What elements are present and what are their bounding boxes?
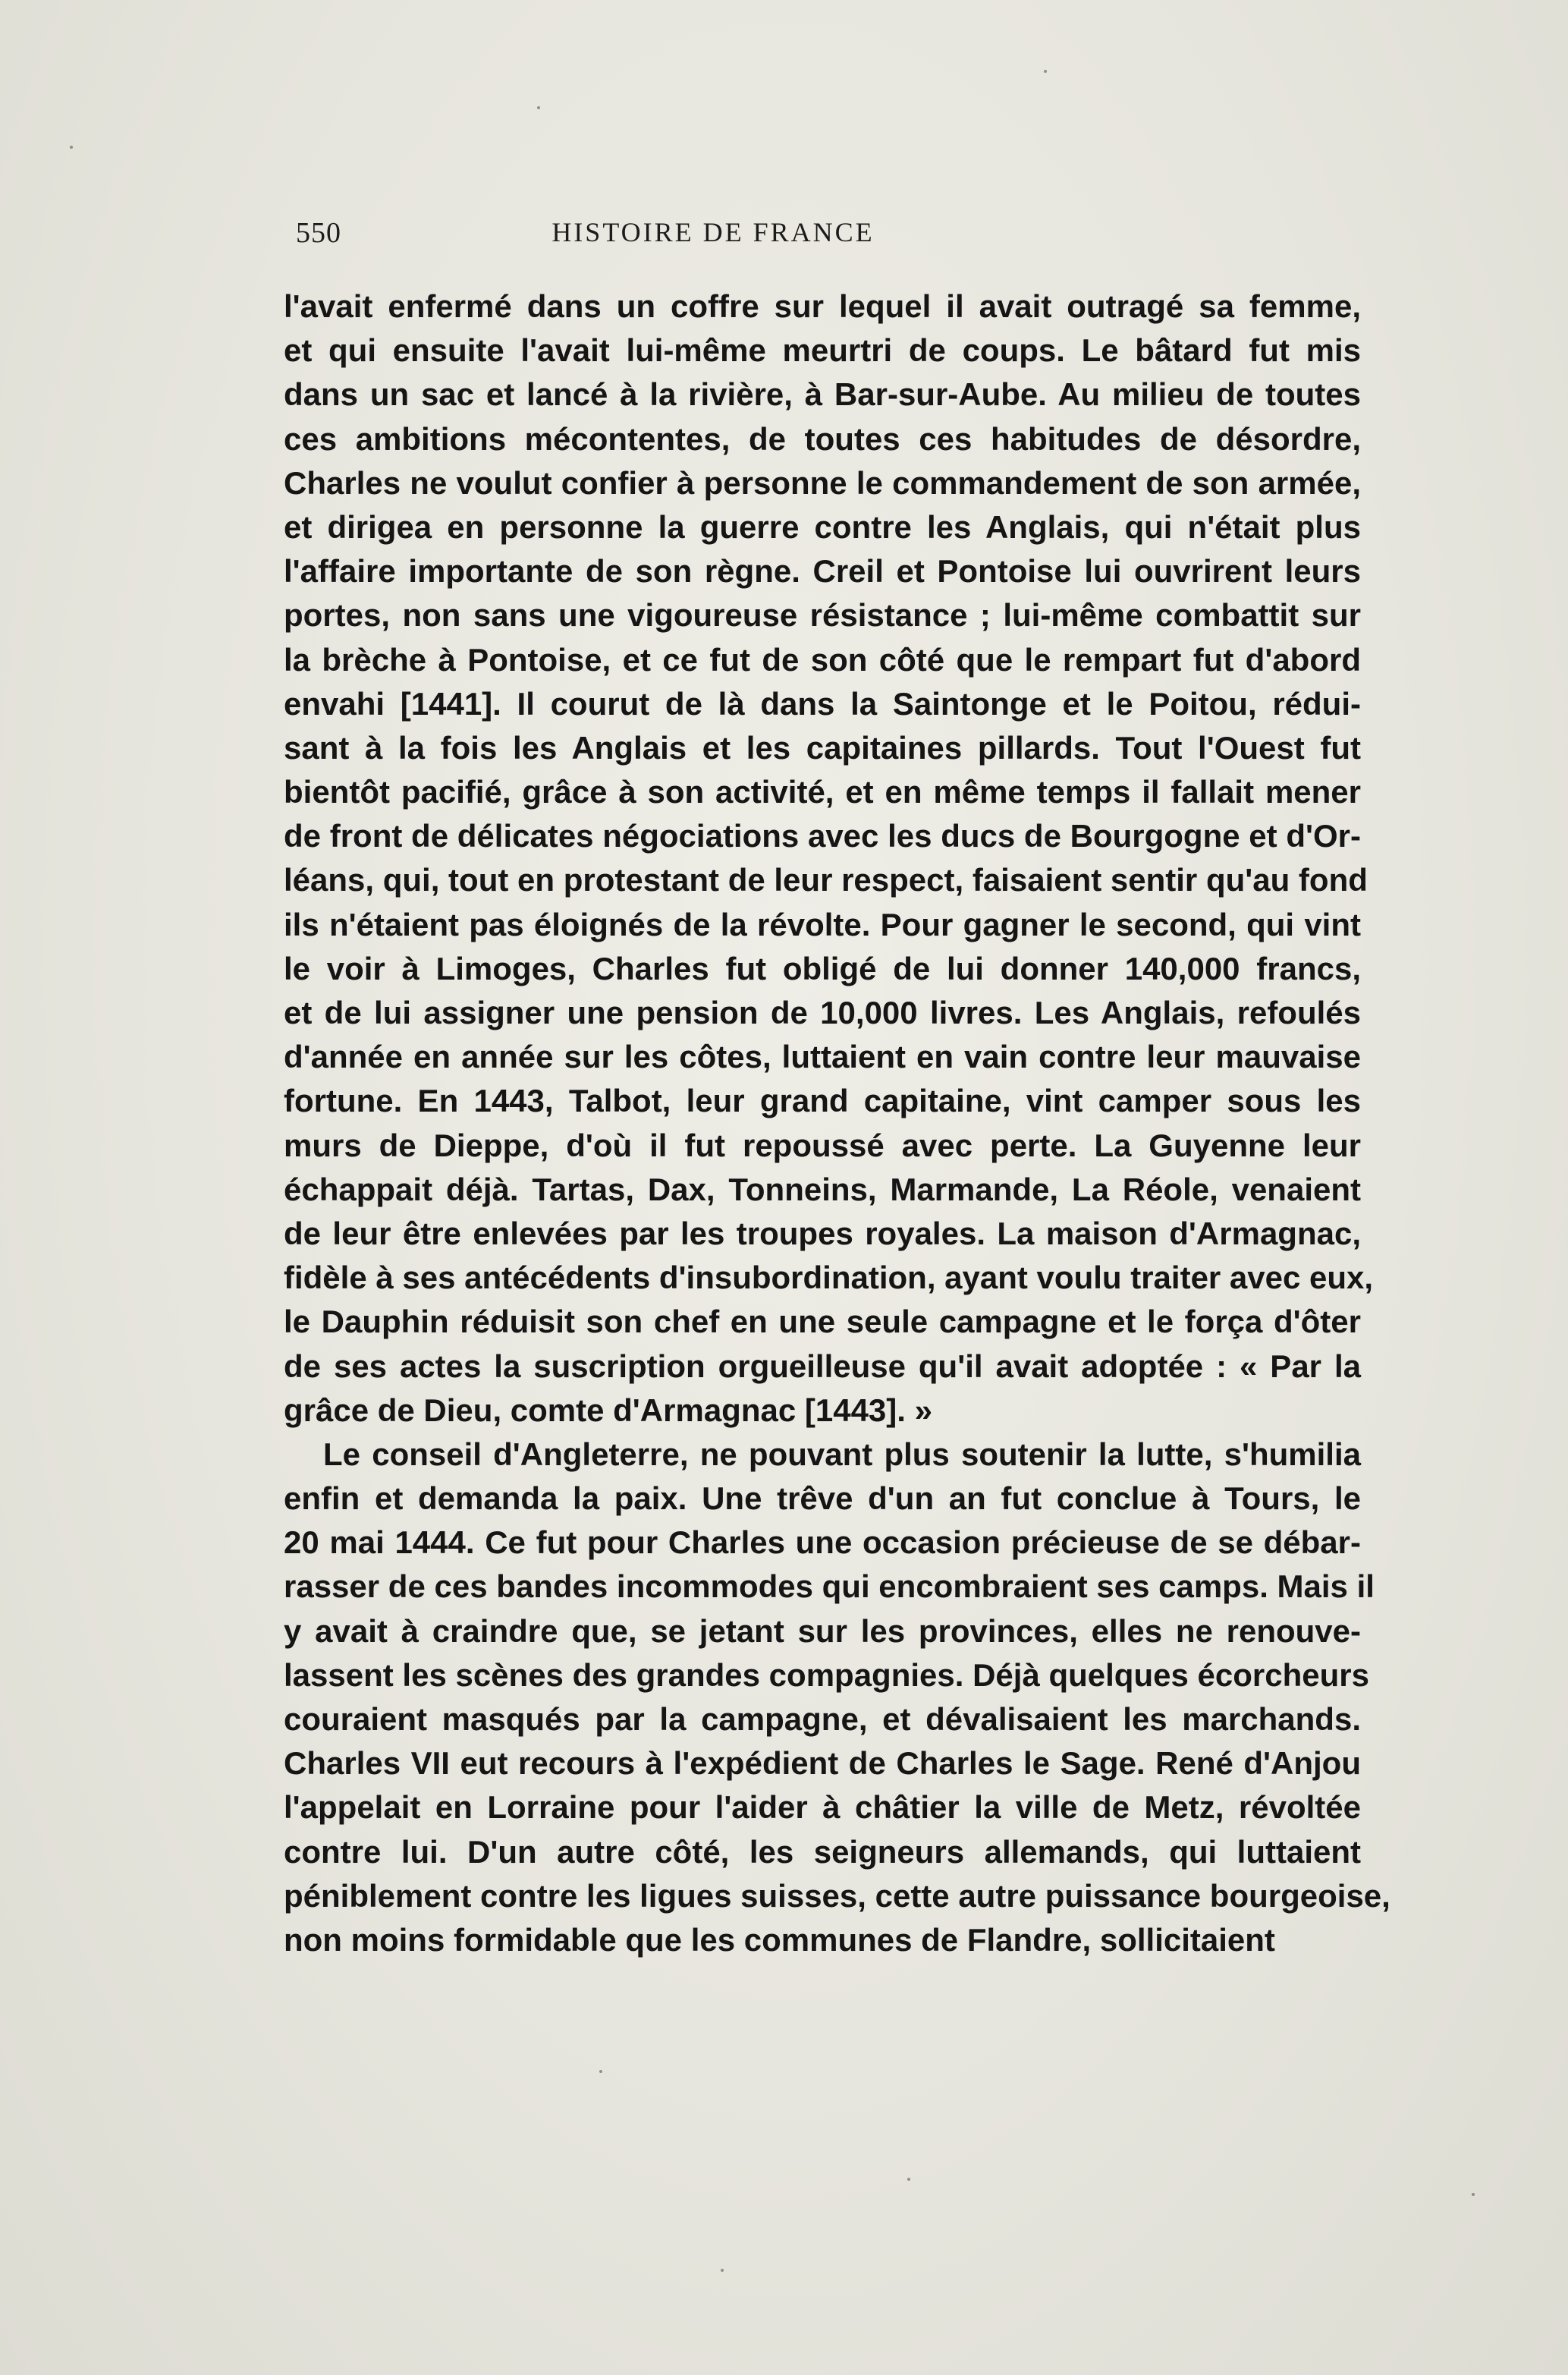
text-line: échappait déjà. Tartas, Dax, Tonneins, Marmande, La Réole, venaient bbox=[284, 1171, 1361, 1207]
text-line: la brèche à Pontoise, et ce fut de son côté que le rempart fut d'abord bbox=[284, 641, 1361, 678]
text-line: et de lui assigner une pension de 10,000 livres. Les Anglais, refoulés bbox=[284, 995, 1361, 1030]
text-line: léans, qui, tout en protestant de leur respect, faisaient sentir qu'au fond bbox=[284, 862, 1368, 898]
text-line: et dirigea en personne la guerre contre les Anglais, qui n'était plus bbox=[284, 508, 1361, 545]
text-line: le Dauphin réduisit son chef en une seule campagne et le força d'ôter bbox=[284, 1304, 1361, 1340]
text-line: bientôt pacifié, grâce à son activité, et en même temps il fallait mener bbox=[284, 774, 1361, 810]
text-line: l'appelait en Lorraine pour l'aider à châtier la ville de Metz, révoltée bbox=[284, 1789, 1361, 1826]
text-line: lassent les scènes des grandes compagnies. Déjà quelques écorcheurs bbox=[284, 1656, 1369, 1693]
text-line: sant à la fois les Anglais et les capitaines pillards. Tout l'Ouest fut bbox=[284, 729, 1361, 766]
text-line: l'affaire importante de son règne. Creil et Pontoise lui ouvrirent leurs bbox=[284, 553, 1361, 590]
text-line: portes, non sans une vigoureuse résistance ; lui-même combattit sur bbox=[284, 597, 1361, 634]
text-line: péniblement contre les ligues suisses, cette autre puissance bourgeoise, bbox=[284, 1877, 1390, 1914]
text-line: grâce de Dieu, comte d'Armagnac [1443]. » bbox=[284, 1392, 932, 1428]
text-line: ces ambitions mécontentes, de toutes ces habitudes de désordre, bbox=[284, 420, 1361, 457]
running-title: HISTOIRE DE FRANCE bbox=[551, 217, 875, 247]
text-line: murs de Dieppe, d'où il fut repoussé avec perte. La Guyenne leur bbox=[284, 1127, 1361, 1163]
text-line: fidèle à ses antécédents d'insubordination, ayant voulu traiter avec eux, bbox=[284, 1260, 1374, 1296]
text-line: ils n'étaient pas éloignés de la révolte. Pour gagner le second, qui vint bbox=[284, 906, 1361, 942]
text-line: contre lui. D'un autre côté, les seigneurs allemands, qui luttaient bbox=[284, 1833, 1361, 1870]
text-line: fortune. En 1443, Talbot, leur grand capitaine, vint camper sous les bbox=[284, 1083, 1361, 1119]
text-line: enfin et demanda la paix. Une trêve d'un an fut conclue à Tours, le bbox=[284, 1480, 1361, 1517]
text-line: couraient masqués par la campagne, et dévalisaient les marchands. bbox=[284, 1701, 1361, 1737]
paper-speck bbox=[1044, 70, 1047, 73]
text-line: y avait à craindre que, se jetant sur les provinces, elles ne renouve- bbox=[284, 1612, 1361, 1649]
text-line: et qui ensuite l'avait lui-même meurtri de coups. Le bâtard fut mis bbox=[284, 332, 1361, 369]
running-head bbox=[296, 216, 1054, 262]
paper-speck bbox=[721, 2269, 724, 2272]
text-line: dans un sac et lancé à la rivière, à Bar-sur-Aube. Au milieu de toutes bbox=[284, 376, 1361, 413]
text-line: de ses actes la suscription orgueilleuse qu'il avait adoptée : « Par la bbox=[284, 1348, 1361, 1384]
paragraph bbox=[284, 285, 1374, 1433]
paper-speck bbox=[1472, 2193, 1475, 2196]
text-line: de front de délicates négociations avec les ducs de Bourgogne et d'Or- bbox=[284, 818, 1361, 854]
text-line: 20 mai 1444. Ce fut pour Charles une occasion précieuse de se débar- bbox=[284, 1524, 1361, 1561]
text-line: l'avait enfermé dans un coffre sur lequel il avait outragé sa femme, bbox=[284, 288, 1361, 324]
text-line: Charles VII eut recours à l'expédient de Charles le Sage. René d'Anjou bbox=[284, 1745, 1361, 1782]
text-line: rasser de ces bandes incommodes qui encombraient ses camps. Mais il bbox=[284, 1568, 1375, 1605]
text-line: d'année en année sur les côtes, luttaient en vain contre leur mauvaise bbox=[284, 1039, 1361, 1075]
paper-speck bbox=[907, 2178, 910, 2181]
paper-speck bbox=[70, 146, 73, 149]
text-line: le voir à Limoges, Charles fut obligé de lui donner 140,000 francs, bbox=[284, 950, 1361, 986]
body-text bbox=[284, 285, 1390, 1962]
text-line: non moins formidable que les communes de Flandre, sollicitaient bbox=[284, 1921, 1275, 1958]
text-line: de leur être enlevées par les troupes royales. La maison d'Armagnac, bbox=[284, 1215, 1361, 1251]
paper-speck bbox=[599, 2070, 602, 2073]
paragraph bbox=[284, 1433, 1390, 1962]
text-line: Le conseil d'Angleterre, ne pouvant plus soutenir la lutte, s'humilia bbox=[323, 1436, 1361, 1472]
text-line: envahi [1441]. Il courut de là dans la Saintonge et le Poitou, rédui- bbox=[284, 685, 1361, 722]
text-line: Charles ne voulut confier à personne le commandement de son armée, bbox=[284, 464, 1361, 501]
page-number: 550 bbox=[296, 217, 341, 249]
paper-speck bbox=[537, 106, 540, 109]
